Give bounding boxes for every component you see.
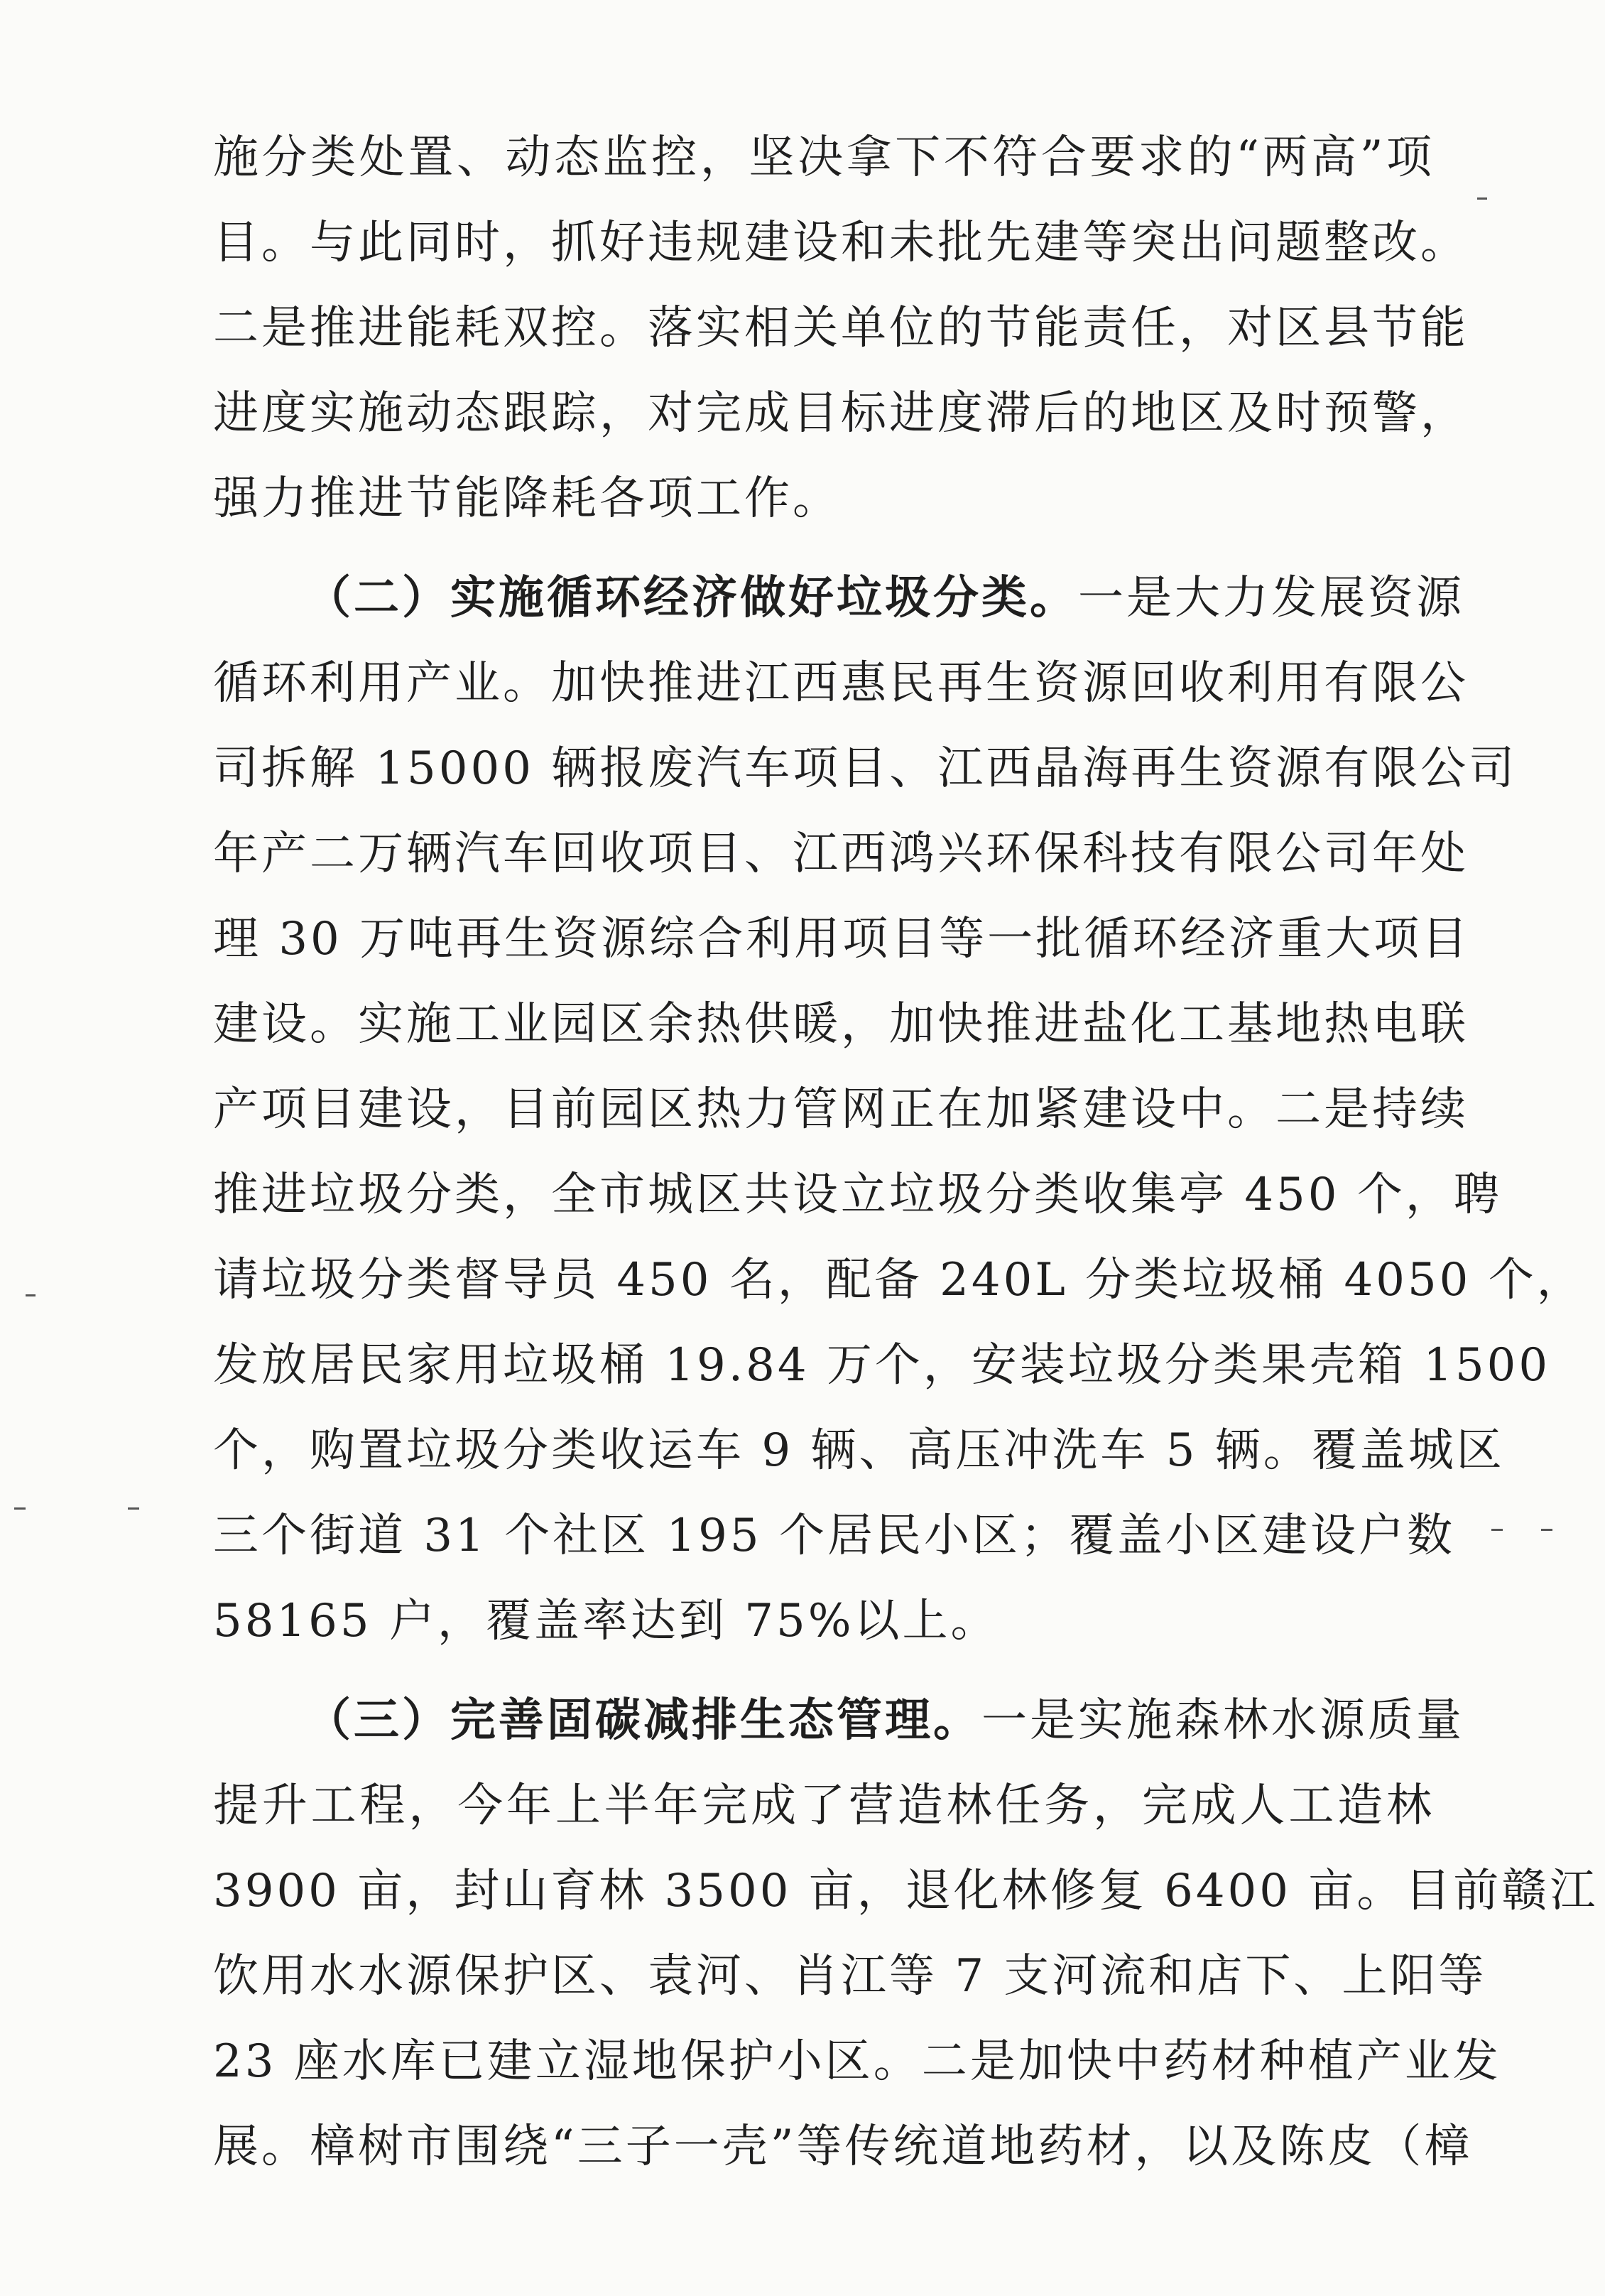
text-line xyxy=(213,200,1469,286)
body-text: 一是大力发展资源 xyxy=(1078,572,1464,624)
section-heading: （三）完善固碳减排生态管理。 xyxy=(305,1694,981,1747)
text-line xyxy=(305,1678,1464,1763)
body-text: 建设。实施工业园区余热供暖，加快推进盐化工基地热电联 xyxy=(213,998,1469,1051)
text-line xyxy=(213,371,1469,456)
body-text: 个，购置垃圾分类收运车 9 辆、高压冲洗车 5 辆。覆盖城区 xyxy=(213,1424,1505,1477)
body-text: 3900 亩，封山育林 3500 亩，退化林修复 6400 亩。目前赣江 xyxy=(213,1865,1599,1917)
text-line xyxy=(213,1152,1502,1238)
body-text: 强力推进节能降耗各项工作。 xyxy=(213,472,841,525)
text-line xyxy=(213,2104,1472,2189)
body-text: 三个街道 31 个社区 195 个居民小区；覆盖小区建设户数 xyxy=(213,1510,1455,1562)
body-text: 进度实施动态跟踪，对完成目标进度滞后的地区及时预警， xyxy=(213,387,1469,440)
body-text: 发放居民家用垃圾桶 19.84 万个，安装垃圾分类果壳箱 1500 xyxy=(213,1339,1551,1392)
body-text: 一是实施森林水源质量 xyxy=(981,1694,1464,1747)
scan-speck xyxy=(26,1294,36,1296)
body-text: 司拆解 15000 辆报废汽车项目、江西晶海再生资源有限公司 xyxy=(213,742,1518,795)
body-text: 展。樟树市围绕“三子一壳”等传统道地药材，以及陈皮（樟 xyxy=(213,2121,1473,2173)
body-text: 二是推进能耗双控。落实相关单位的节能责任，对区县节能 xyxy=(213,302,1469,354)
body-text: 推进垃圾分类，全市城区共设立垃圾分类收集亭 450 个，聘 xyxy=(213,1169,1502,1221)
text-line xyxy=(213,1493,1455,1578)
text-line xyxy=(213,726,1518,811)
text-line xyxy=(213,286,1469,371)
text-line xyxy=(213,1934,1487,2019)
text-line xyxy=(213,1408,1505,1493)
text-line xyxy=(213,1323,1551,1408)
text-line xyxy=(213,1067,1469,1152)
scan-speck xyxy=(1491,1529,1503,1531)
body-text: 饮用水水源保护区、袁河、肖江等 7 支河流和店下、上阳等 xyxy=(213,1950,1487,2003)
text-line xyxy=(213,115,1435,200)
scan-speck xyxy=(1541,1529,1552,1531)
text-line xyxy=(213,982,1469,1067)
body-text: 请垃圾分类督导员 450 名，配备 240L 分类垃圾桶 4050 个， xyxy=(213,1254,1585,1306)
text-line xyxy=(213,1238,1585,1323)
body-text: 产项目建设，目前园区热力管网正在加紧建设中。二是持续 xyxy=(213,1083,1469,1136)
text-line xyxy=(213,2019,1501,2104)
body-text: 年产二万辆汽车回收项目、江西鸿兴环保科技有限公司年处 xyxy=(213,828,1469,880)
text-line xyxy=(213,641,1469,726)
text-line xyxy=(213,456,841,541)
text-line xyxy=(305,556,1464,641)
body-text: 理 30 万吨再生资源综合利用项目等一批循环经济重大项目 xyxy=(213,913,1471,965)
scan-speck xyxy=(14,1507,26,1510)
body-text: 23 座水库已建立湿地保护小区。二是加快中药材种植产业发 xyxy=(213,2035,1501,2088)
text-line xyxy=(213,1578,999,1664)
scan-speck xyxy=(128,1507,139,1510)
text-line xyxy=(213,1763,1435,1848)
body-text: 提升工程，今年上半年完成了营造林任务，完成人工造林 xyxy=(213,1780,1435,1832)
text-line xyxy=(213,811,1469,897)
section-heading: （二）实施循环经济做好垃圾分类。 xyxy=(305,571,1078,624)
body-text: 循环利用产业。加快推进江西惠民再生资源回收利用有限公 xyxy=(213,657,1469,710)
body-text: 施分类处置、动态监控，坚决拿下不符合要求的“两高”项 xyxy=(213,131,1435,184)
body-text: 目。与此同时，抓好违规建设和未批先建等突出问题整改。 xyxy=(213,217,1469,269)
scan-speck xyxy=(1477,197,1487,200)
body-text: 58165 户，覆盖率达到 75%以上。 xyxy=(213,1595,999,1647)
text-line xyxy=(213,897,1471,982)
text-line xyxy=(213,1848,1599,1934)
